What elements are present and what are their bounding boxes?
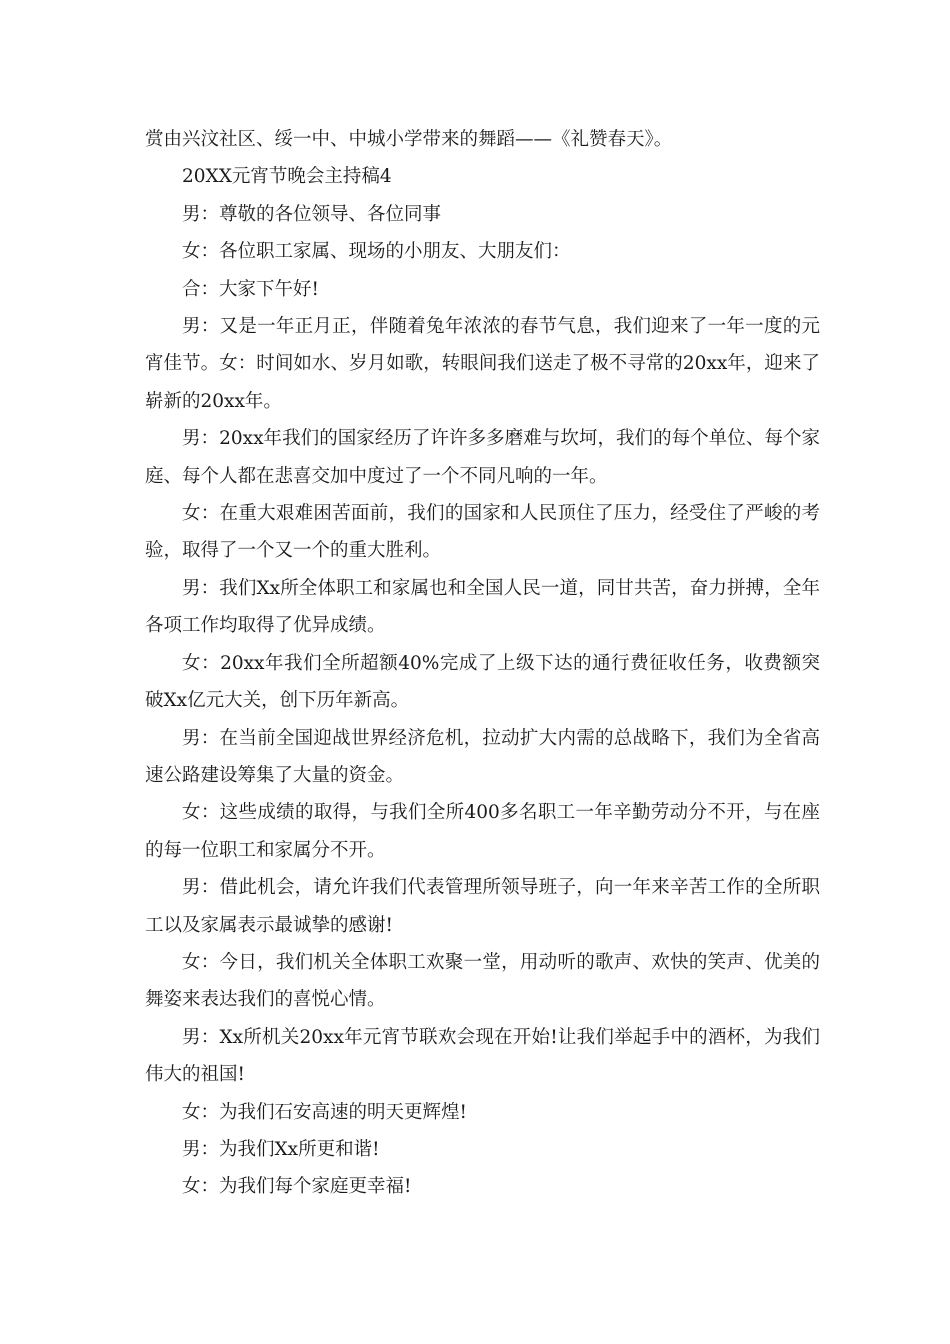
paragraph: 女：今日，我们机关全体职工欢聚一堂，用动听的歌声、欢快的笑声、优美的舞姿来表达我们的喜悦心情。 [145, 951, 820, 1011]
paragraph: 男：尊敬的各位领导、各位同事 [182, 203, 442, 225]
paragraph: 女：各位职工家属、现场的小朋友、大朋友们： [182, 241, 571, 263]
paragraph: 男：在当前全国迎战世界经济危机，拉动扩大内需的总战略下，我们为全省高速公路建设筹集了大量的资金。 [145, 727, 820, 786]
paragraph: 男：借此机会，请允许我们代表管理所领导班子，向一年来辛苦工作的全所职工以及家属表示最诚挚的感谢! [145, 877, 820, 936]
paragraph: 女：为我们石安高速的明天更辉煌! [182, 1101, 467, 1123]
document-body [145, 121, 820, 1206]
paragraph: 赏由兴汶社区、绥一中、中城小学带来的舞蹈——《礼赞春天》。 [145, 129, 673, 150]
paragraph: 男：20xx年我们的国家经历了许许多多磨难与坎坷，我们的每个单位、每个家庭、每个人都在悲喜交加中度过了一个不同凡响的一年。 [145, 428, 820, 487]
section-heading: 20XX元宵节晚会主持稿4 [182, 166, 392, 188]
paragraph: 女：为我们每个家庭更幸福! [182, 1176, 412, 1198]
paragraph: 男：我们Xx所全体职工和家属也和全国人民一道，同甘共苦，奋力拼搏，全年各项工作均取得了优异成绩。 [145, 577, 820, 637]
paragraph: 女：这些成绩的取得，与我们全所400多名职工一年辛勤劳动分不开，与在座的每一位职工和家属分不开。 [145, 802, 820, 861]
paragraph: 男：Xx所机关20xx年元宵节联欢会现在开始!让我们举起手中的酒杯，为我们伟大的祖国! [145, 1026, 820, 1086]
paragraph: 女：在重大艰难困苦面前，我们的国家和人民顶住了压力，经受住了严峻的考验，取得了一个又一个的重大胜利。 [145, 503, 820, 562]
paragraph: 男：又是一年正月正，伴随着兔年浓浓的春节气息，我们迎来了一年一度的元宵佳节。女：时间如水、岁月如歌，转眼间我们送走了极不寻常的20xx年，迎来了崭新的20xx年。 [145, 316, 820, 412]
paragraph: 合：大家下午好! [182, 278, 319, 300]
paragraph: 女：20xx年我们全所超额40%完成了上级下达的通行费征收任务，收费额突破Xx亿元大关，创下历年新高。 [145, 652, 820, 712]
paragraph: 男：为我们Xx所更和谐! [182, 1138, 380, 1160]
